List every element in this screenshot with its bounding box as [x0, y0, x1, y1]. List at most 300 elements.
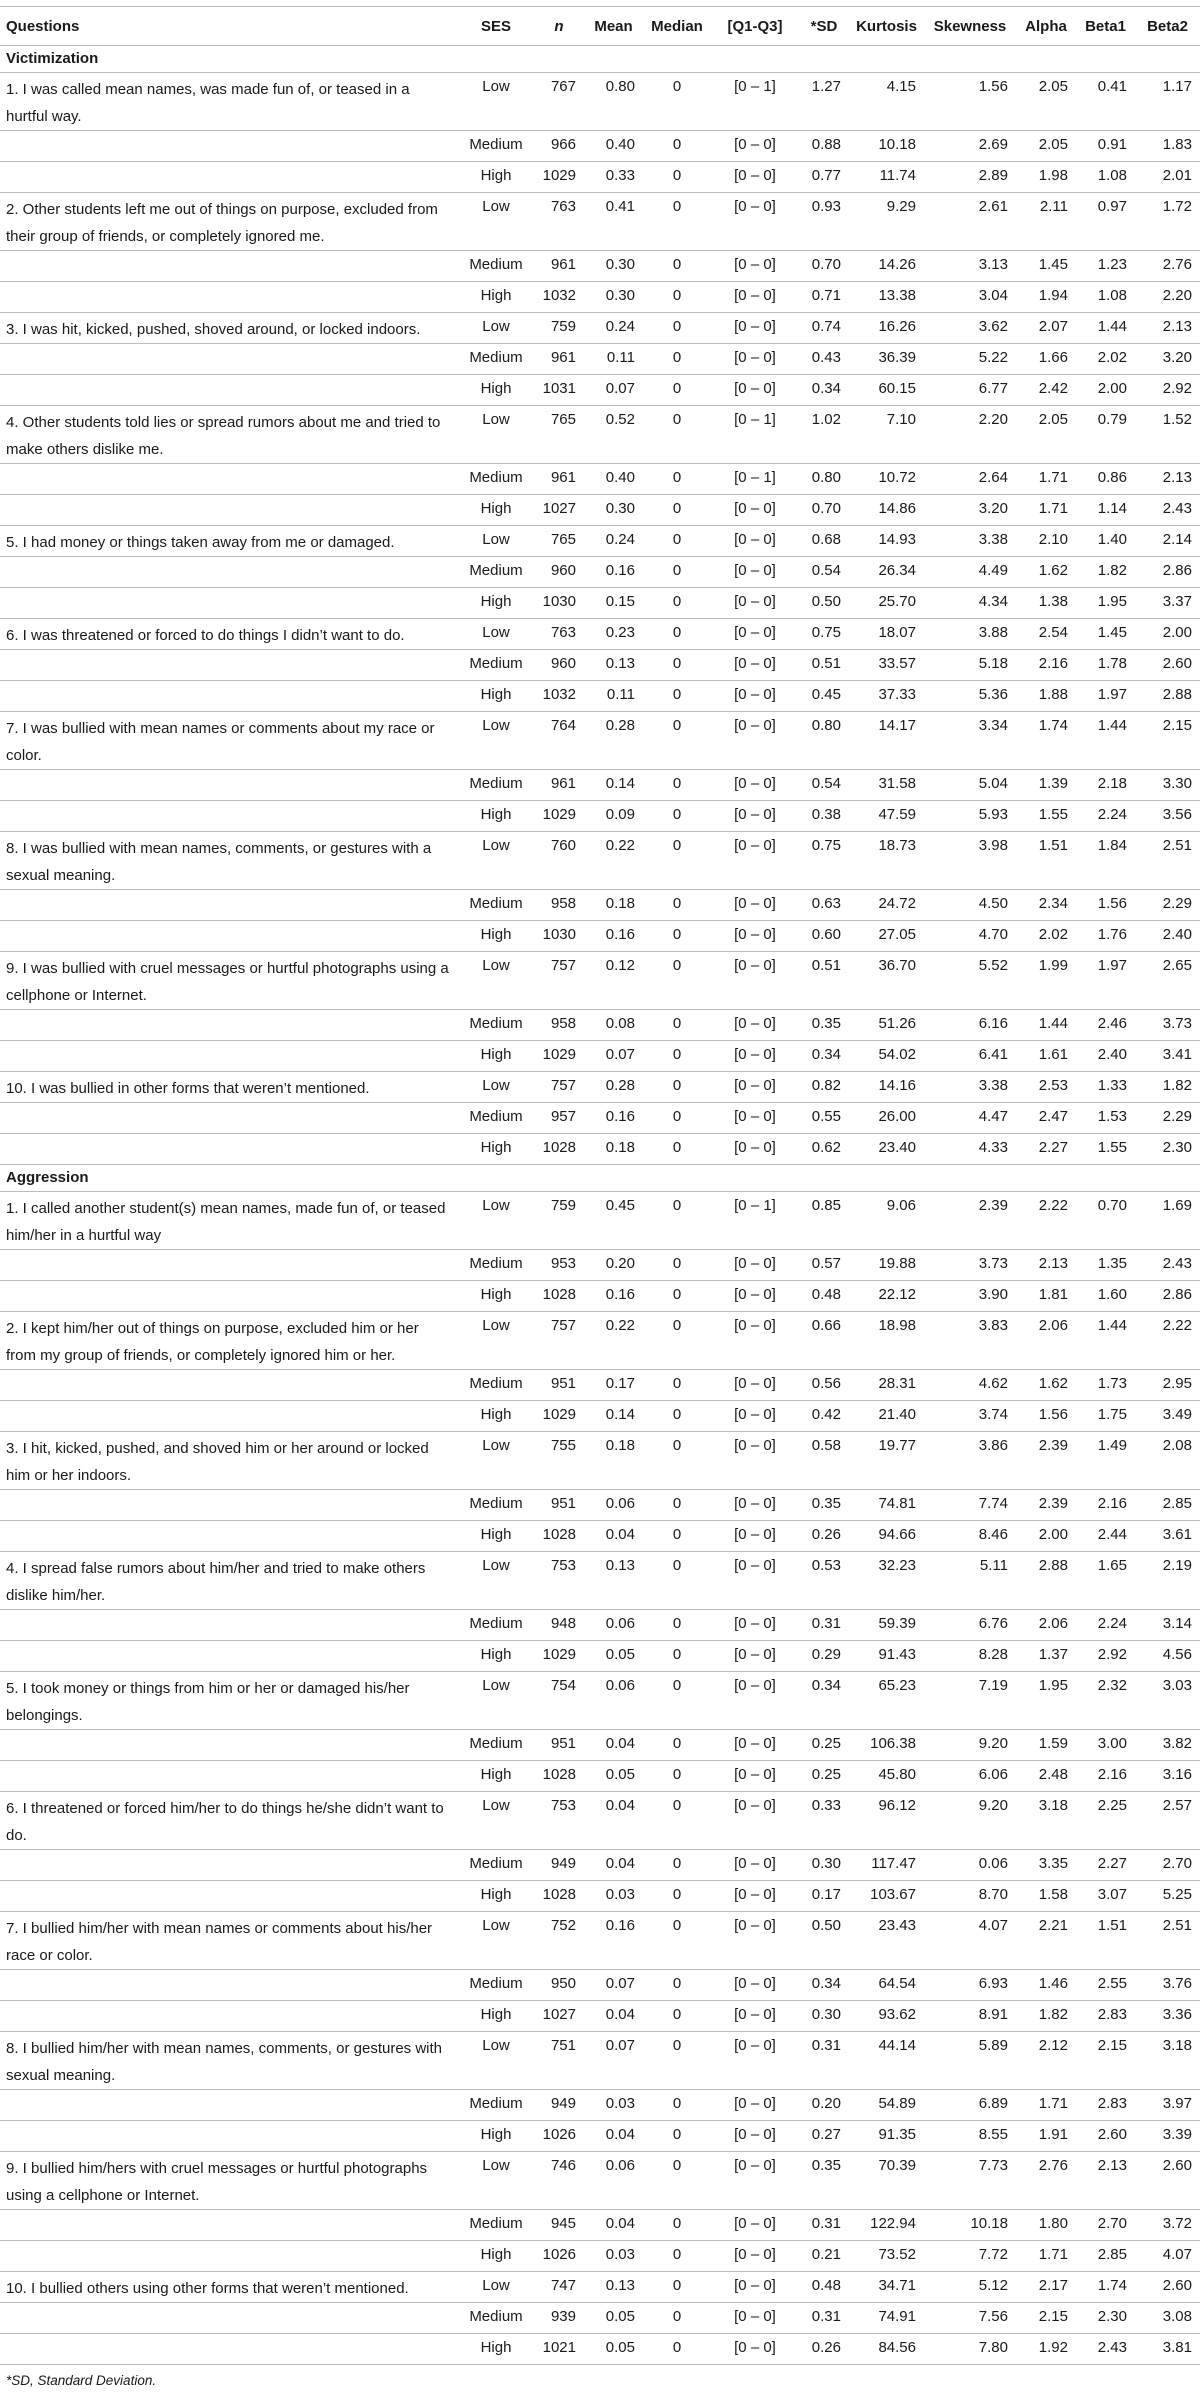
question-cell — [0, 2334, 458, 2365]
beta2-cell: 3.39 — [1135, 2121, 1200, 2152]
alpha-cell: 2.54 — [1016, 619, 1076, 650]
median-cell: 0 — [643, 1792, 711, 1850]
median-cell: 0 — [643, 193, 711, 251]
alpha-cell: 1.45 — [1016, 251, 1076, 282]
beta2-cell: 4.56 — [1135, 1641, 1200, 1672]
question-cell — [0, 2121, 458, 2152]
kurtosis-cell: 47.59 — [849, 801, 924, 832]
table-row — [0, 2210, 1200, 2241]
alpha-cell: 2.07 — [1016, 313, 1076, 344]
kurtosis-cell: 37.33 — [849, 681, 924, 712]
mean-cell: 0.18 — [584, 890, 643, 921]
iqr-cell: [0 – 0] — [711, 1521, 799, 1552]
beta1-cell: 2.55 — [1076, 1970, 1135, 2001]
n-cell: 1029 — [534, 162, 584, 193]
beta1-cell: 2.18 — [1076, 770, 1135, 801]
median-cell: 0 — [643, 588, 711, 619]
ses-cell: High — [458, 588, 534, 619]
table-row — [0, 1641, 1200, 1672]
skewness-cell: 6.06 — [924, 1761, 1016, 1792]
ses-cell: Low — [458, 1792, 534, 1850]
median-cell: 0 — [643, 282, 711, 313]
beta2-cell: 2.01 — [1135, 162, 1200, 193]
n-cell: 747 — [534, 2272, 584, 2303]
question-cell — [0, 1970, 458, 2001]
iqr-cell: [0 – 0] — [711, 952, 799, 1010]
beta1-cell: 2.83 — [1076, 2090, 1135, 2121]
skewness-cell: 9.20 — [924, 1792, 1016, 1850]
table-row — [0, 588, 1200, 619]
ses-cell: High — [458, 1281, 534, 1312]
n-cell: 1031 — [534, 375, 584, 406]
median-cell: 0 — [643, 1370, 711, 1401]
mean-cell: 0.24 — [584, 526, 643, 557]
table-body — [0, 46, 1200, 2365]
sd-cell: 0.71 — [799, 282, 849, 313]
kurtosis-cell: 122.94 — [849, 2210, 924, 2241]
alpha-cell: 1.71 — [1016, 2090, 1076, 2121]
header-questions: Questions — [0, 7, 458, 46]
sd-cell: 1.27 — [799, 73, 849, 131]
skewness-cell: 7.80 — [924, 2334, 1016, 2365]
ses-cell: Medium — [458, 1250, 534, 1281]
beta1-cell: 2.85 — [1076, 2241, 1135, 2272]
sd-cell: 0.42 — [799, 1401, 849, 1432]
iqr-cell: [0 – 0] — [711, 2303, 799, 2334]
beta2-cell: 3.41 — [1135, 1041, 1200, 1072]
kurtosis-cell: 14.16 — [849, 1072, 924, 1103]
header-iqr: [Q1-Q3] — [711, 7, 799, 46]
n-cell: 958 — [534, 1010, 584, 1041]
ses-cell: Low — [458, 1672, 534, 1730]
iqr-cell: [0 – 0] — [711, 1792, 799, 1850]
mean-cell: 0.22 — [584, 1312, 643, 1370]
mean-cell: 0.18 — [584, 1432, 643, 1490]
iqr-cell: [0 – 0] — [711, 131, 799, 162]
ses-cell: High — [458, 162, 534, 193]
kurtosis-cell: 7.10 — [849, 406, 924, 464]
ses-cell: Low — [458, 2272, 534, 2303]
iqr-cell: [0 – 0] — [711, 282, 799, 313]
beta1-cell: 1.60 — [1076, 1281, 1135, 1312]
sd-cell: 0.48 — [799, 1281, 849, 1312]
alpha-cell: 1.80 — [1016, 2210, 1076, 2241]
beta1-cell: 1.14 — [1076, 495, 1135, 526]
mean-cell: 0.22 — [584, 832, 643, 890]
beta1-cell: 2.43 — [1076, 2334, 1135, 2365]
table-row — [0, 464, 1200, 495]
kurtosis-cell: 4.15 — [849, 73, 924, 131]
n-cell: 764 — [534, 712, 584, 770]
table-row — [0, 162, 1200, 193]
n-cell: 1028 — [534, 1521, 584, 1552]
alpha-cell: 1.55 — [1016, 801, 1076, 832]
beta2-cell: 3.97 — [1135, 2090, 1200, 2121]
beta1-cell: 1.82 — [1076, 557, 1135, 588]
beta2-cell: 2.43 — [1135, 495, 1200, 526]
kurtosis-cell: 23.40 — [849, 1134, 924, 1165]
mean-cell: 0.04 — [584, 1521, 643, 1552]
sd-cell: 0.50 — [799, 588, 849, 619]
kurtosis-cell: 34.71 — [849, 2272, 924, 2303]
skewness-cell: 7.19 — [924, 1672, 1016, 1730]
table-row — [0, 193, 1200, 251]
beta1-cell: 1.44 — [1076, 313, 1135, 344]
alpha-cell: 2.13 — [1016, 1250, 1076, 1281]
beta1-cell: 1.49 — [1076, 1432, 1135, 1490]
beta2-cell: 1.82 — [1135, 1072, 1200, 1103]
mean-cell: 0.04 — [584, 2001, 643, 2032]
iqr-cell: [0 – 0] — [711, 1281, 799, 1312]
iqr-cell: [0 – 0] — [711, 2121, 799, 2152]
sd-cell: 0.85 — [799, 1192, 849, 1250]
table-row — [0, 1281, 1200, 1312]
beta2-cell: 1.72 — [1135, 193, 1200, 251]
ses-cell: Medium — [458, 251, 534, 282]
mean-cell: 0.07 — [584, 1970, 643, 2001]
skewness-cell: 3.86 — [924, 1432, 1016, 1490]
kurtosis-cell: 60.15 — [849, 375, 924, 406]
mean-cell: 0.03 — [584, 2090, 643, 2121]
n-cell: 951 — [534, 1490, 584, 1521]
iqr-cell: [0 – 0] — [711, 1103, 799, 1134]
question-cell: 6. I was threatened or forced to do things I didn’t want to do. — [0, 619, 458, 650]
skewness-cell: 8.46 — [924, 1521, 1016, 1552]
table-row — [0, 1881, 1200, 1912]
median-cell: 0 — [643, 406, 711, 464]
ses-cell: Low — [458, 2032, 534, 2090]
n-cell: 1030 — [534, 588, 584, 619]
median-cell: 0 — [643, 1041, 711, 1072]
sd-cell: 1.02 — [799, 406, 849, 464]
median-cell: 0 — [643, 251, 711, 282]
mean-cell: 0.06 — [584, 1490, 643, 1521]
skewness-cell: 6.76 — [924, 1610, 1016, 1641]
alpha-cell: 2.88 — [1016, 1552, 1076, 1610]
sd-cell: 0.45 — [799, 681, 849, 712]
sd-cell: 0.54 — [799, 770, 849, 801]
iqr-cell: [0 – 0] — [711, 2334, 799, 2365]
n-cell: 1028 — [534, 1281, 584, 1312]
alpha-cell: 2.02 — [1016, 921, 1076, 952]
skewness-cell: 4.47 — [924, 1103, 1016, 1134]
table-row — [0, 1912, 1200, 1970]
question-cell — [0, 1401, 458, 1432]
question-cell — [0, 1134, 458, 1165]
skewness-cell: 10.18 — [924, 2210, 1016, 2241]
mean-cell: 0.15 — [584, 588, 643, 619]
table-row — [0, 1521, 1200, 1552]
mean-cell: 0.11 — [584, 681, 643, 712]
sd-cell: 0.68 — [799, 526, 849, 557]
median-cell: 0 — [643, 1672, 711, 1730]
table-row — [0, 1850, 1200, 1881]
beta1-cell: 3.07 — [1076, 1881, 1135, 1912]
alpha-cell: 2.39 — [1016, 1490, 1076, 1521]
skewness-cell: 3.83 — [924, 1312, 1016, 1370]
beta2-cell: 3.56 — [1135, 801, 1200, 832]
mean-cell: 0.05 — [584, 2303, 643, 2334]
kurtosis-cell: 14.86 — [849, 495, 924, 526]
alpha-cell: 1.74 — [1016, 712, 1076, 770]
ses-cell: High — [458, 1761, 534, 1792]
ses-cell: Medium — [458, 1730, 534, 1761]
question-cell — [0, 1730, 458, 1761]
skewness-cell: 3.20 — [924, 495, 1016, 526]
table-row — [0, 1672, 1200, 1730]
mean-cell: 0.33 — [584, 162, 643, 193]
kurtosis-cell: 14.93 — [849, 526, 924, 557]
alpha-cell: 2.27 — [1016, 1134, 1076, 1165]
kurtosis-cell: 19.88 — [849, 1250, 924, 1281]
beta2-cell: 2.43 — [1135, 1250, 1200, 1281]
beta1-cell: 2.02 — [1076, 344, 1135, 375]
n-cell: 765 — [534, 526, 584, 557]
table-row — [0, 1970, 1200, 2001]
iqr-cell: [0 – 0] — [711, 2272, 799, 2303]
mean-cell: 0.11 — [584, 344, 643, 375]
skewness-cell: 4.50 — [924, 890, 1016, 921]
sd-cell: 0.70 — [799, 251, 849, 282]
table-row — [0, 1103, 1200, 1134]
kurtosis-cell: 45.80 — [849, 1761, 924, 1792]
beta2-cell: 2.22 — [1135, 1312, 1200, 1370]
iqr-cell: [0 – 1] — [711, 406, 799, 464]
kurtosis-cell: 106.38 — [849, 1730, 924, 1761]
beta2-cell: 2.86 — [1135, 1281, 1200, 1312]
kurtosis-cell: 65.23 — [849, 1672, 924, 1730]
beta1-cell: 0.79 — [1076, 406, 1135, 464]
beta1-cell: 1.97 — [1076, 952, 1135, 1010]
beta1-cell: 0.91 — [1076, 131, 1135, 162]
median-cell: 0 — [643, 1641, 711, 1672]
mean-cell: 0.04 — [584, 1850, 643, 1881]
n-cell: 1029 — [534, 801, 584, 832]
ses-cell: Medium — [458, 1850, 534, 1881]
beta2-cell: 2.76 — [1135, 251, 1200, 282]
sd-cell: 0.33 — [799, 1792, 849, 1850]
mean-cell: 0.05 — [584, 1641, 643, 1672]
kurtosis-cell: 10.72 — [849, 464, 924, 495]
kurtosis-cell: 26.00 — [849, 1103, 924, 1134]
kurtosis-cell: 91.35 — [849, 2121, 924, 2152]
mean-cell: 0.20 — [584, 1250, 643, 1281]
ses-cell: Medium — [458, 1490, 534, 1521]
alpha-cell: 1.88 — [1016, 681, 1076, 712]
beta1-cell: 2.27 — [1076, 1850, 1135, 1881]
ses-cell: Low — [458, 1912, 534, 1970]
table-row — [0, 2032, 1200, 2090]
question-cell: 1. I was called mean names, was made fun of, or teased in a hurtful way. — [0, 73, 458, 131]
header-beta2: Beta2 — [1135, 7, 1200, 46]
ses-cell: High — [458, 1401, 534, 1432]
beta1-cell: 2.24 — [1076, 1610, 1135, 1641]
alpha-cell: 1.81 — [1016, 1281, 1076, 1312]
sd-cell: 0.34 — [799, 1041, 849, 1072]
question-cell: 8. I bullied him/her with mean names, comments, or gestures with sexual meaning. — [0, 2032, 458, 2090]
beta2-cell: 2.15 — [1135, 712, 1200, 770]
mean-cell: 0.08 — [584, 1010, 643, 1041]
sd-cell: 0.58 — [799, 1432, 849, 1490]
iqr-cell: [0 – 0] — [711, 557, 799, 588]
header-mean: Mean — [584, 7, 643, 46]
mean-cell: 0.13 — [584, 1552, 643, 1610]
table-row — [0, 375, 1200, 406]
n-cell: 757 — [534, 1312, 584, 1370]
iqr-cell: [0 – 0] — [711, 344, 799, 375]
skewness-cell: 6.16 — [924, 1010, 1016, 1041]
kurtosis-cell: 73.52 — [849, 2241, 924, 2272]
alpha-cell: 2.76 — [1016, 2152, 1076, 2210]
skewness-cell: 0.06 — [924, 1850, 1016, 1881]
table-row — [0, 1432, 1200, 1490]
median-cell: 0 — [643, 1192, 711, 1250]
n-cell: 1028 — [534, 1881, 584, 1912]
skewness-cell: 4.34 — [924, 588, 1016, 619]
ses-cell: Medium — [458, 1370, 534, 1401]
sd-cell: 0.48 — [799, 2272, 849, 2303]
table-row — [0, 1072, 1200, 1103]
sd-cell: 0.35 — [799, 2152, 849, 2210]
sd-cell: 0.66 — [799, 1312, 849, 1370]
alpha-cell: 1.99 — [1016, 952, 1076, 1010]
question-cell: 7. I bullied him/her with mean names or comments about his/her race or color. — [0, 1912, 458, 1970]
mean-cell: 0.16 — [584, 1912, 643, 1970]
median-cell: 0 — [643, 1850, 711, 1881]
question-cell: 8. I was bullied with mean names, comments, or gestures with a sexual meaning. — [0, 832, 458, 890]
table-row — [0, 1010, 1200, 1041]
alpha-cell: 1.56 — [1016, 1401, 1076, 1432]
skewness-cell: 2.64 — [924, 464, 1016, 495]
mean-cell: 0.13 — [584, 650, 643, 681]
ses-cell: Medium — [458, 2210, 534, 2241]
table-row — [0, 619, 1200, 650]
kurtosis-cell: 28.31 — [849, 1370, 924, 1401]
question-cell: 9. I was bullied with cruel messages or hurtful photographs using a cellphone or Internet. — [0, 952, 458, 1010]
skewness-cell: 8.28 — [924, 1641, 1016, 1672]
kurtosis-cell: 84.56 — [849, 2334, 924, 2365]
beta1-cell: 1.95 — [1076, 588, 1135, 619]
beta1-cell: 1.08 — [1076, 162, 1135, 193]
question-cell — [0, 282, 458, 313]
beta1-cell: 2.44 — [1076, 1521, 1135, 1552]
beta2-cell: 2.60 — [1135, 650, 1200, 681]
kurtosis-cell: 26.34 — [849, 557, 924, 588]
sd-cell: 0.70 — [799, 495, 849, 526]
beta2-cell: 2.70 — [1135, 1850, 1200, 1881]
beta1-cell: 1.33 — [1076, 1072, 1135, 1103]
alpha-cell: 2.11 — [1016, 193, 1076, 251]
alpha-cell: 2.10 — [1016, 526, 1076, 557]
alpha-cell: 1.91 — [1016, 2121, 1076, 2152]
ses-cell: Low — [458, 73, 534, 131]
header-alpha: Alpha — [1016, 7, 1076, 46]
mean-cell: 0.17 — [584, 1370, 643, 1401]
beta2-cell: 3.37 — [1135, 588, 1200, 619]
median-cell: 0 — [643, 2032, 711, 2090]
beta1-cell: 1.84 — [1076, 832, 1135, 890]
beta1-cell: 1.45 — [1076, 619, 1135, 650]
ses-cell: Low — [458, 526, 534, 557]
mean-cell: 0.04 — [584, 1792, 643, 1850]
table-row — [0, 344, 1200, 375]
median-cell: 0 — [643, 2152, 711, 2210]
beta2-cell: 2.60 — [1135, 2152, 1200, 2210]
mean-cell: 0.03 — [584, 1881, 643, 1912]
alpha-cell: 2.05 — [1016, 131, 1076, 162]
alpha-cell: 1.61 — [1016, 1041, 1076, 1072]
table-row — [0, 282, 1200, 313]
ses-cell: Medium — [458, 890, 534, 921]
question-cell — [0, 921, 458, 952]
kurtosis-cell: 24.72 — [849, 890, 924, 921]
n-cell: 960 — [534, 650, 584, 681]
question-cell — [0, 2090, 458, 2121]
n-cell: 948 — [534, 1610, 584, 1641]
mean-cell: 0.13 — [584, 2272, 643, 2303]
table-row — [0, 2152, 1200, 2210]
iqr-cell: [0 – 0] — [711, 921, 799, 952]
iqr-cell: [0 – 0] — [711, 681, 799, 712]
median-cell: 0 — [643, 1521, 711, 1552]
iqr-cell: [0 – 0] — [711, 1312, 799, 1370]
sd-cell: 0.29 — [799, 1641, 849, 1672]
median-cell: 0 — [643, 162, 711, 193]
sd-cell: 0.75 — [799, 832, 849, 890]
alpha-cell: 1.58 — [1016, 1881, 1076, 1912]
table-row — [0, 952, 1200, 1010]
ses-cell: Medium — [458, 1103, 534, 1134]
alpha-cell: 1.59 — [1016, 1730, 1076, 1761]
alpha-cell: 1.71 — [1016, 495, 1076, 526]
median-cell: 0 — [643, 1490, 711, 1521]
median-cell: 0 — [643, 1134, 711, 1165]
beta2-cell: 4.07 — [1135, 2241, 1200, 2272]
n-cell: 1026 — [534, 2241, 584, 2272]
ses-cell: Medium — [458, 1010, 534, 1041]
iqr-cell: [0 – 0] — [711, 1010, 799, 1041]
skewness-cell: 6.89 — [924, 2090, 1016, 2121]
alpha-cell: 3.18 — [1016, 1792, 1076, 1850]
kurtosis-cell: 23.43 — [849, 1912, 924, 1970]
iqr-cell: [0 – 1] — [711, 1192, 799, 1250]
beta1-cell: 1.73 — [1076, 1370, 1135, 1401]
kurtosis-cell: 13.38 — [849, 282, 924, 313]
table-row — [0, 495, 1200, 526]
ses-cell: Medium — [458, 2303, 534, 2334]
median-cell: 0 — [643, 1312, 711, 1370]
table-row — [0, 557, 1200, 588]
header-n: n — [534, 7, 584, 46]
alpha-cell: 1.51 — [1016, 832, 1076, 890]
n-cell: 951 — [534, 1730, 584, 1761]
alpha-cell: 2.06 — [1016, 1610, 1076, 1641]
mean-cell: 0.30 — [584, 495, 643, 526]
table-row — [0, 832, 1200, 890]
skewness-cell: 4.62 — [924, 1370, 1016, 1401]
sd-cell: 0.20 — [799, 2090, 849, 2121]
iqr-cell: [0 – 0] — [711, 526, 799, 557]
table-row — [0, 251, 1200, 282]
skewness-cell: 5.12 — [924, 2272, 1016, 2303]
mean-cell: 0.04 — [584, 2121, 643, 2152]
iqr-cell: [0 – 0] — [711, 2090, 799, 2121]
kurtosis-cell: 36.39 — [849, 344, 924, 375]
alpha-cell: 2.39 — [1016, 1432, 1076, 1490]
kurtosis-cell: 59.39 — [849, 1610, 924, 1641]
beta2-cell: 3.08 — [1135, 2303, 1200, 2334]
beta2-cell: 2.60 — [1135, 2272, 1200, 2303]
